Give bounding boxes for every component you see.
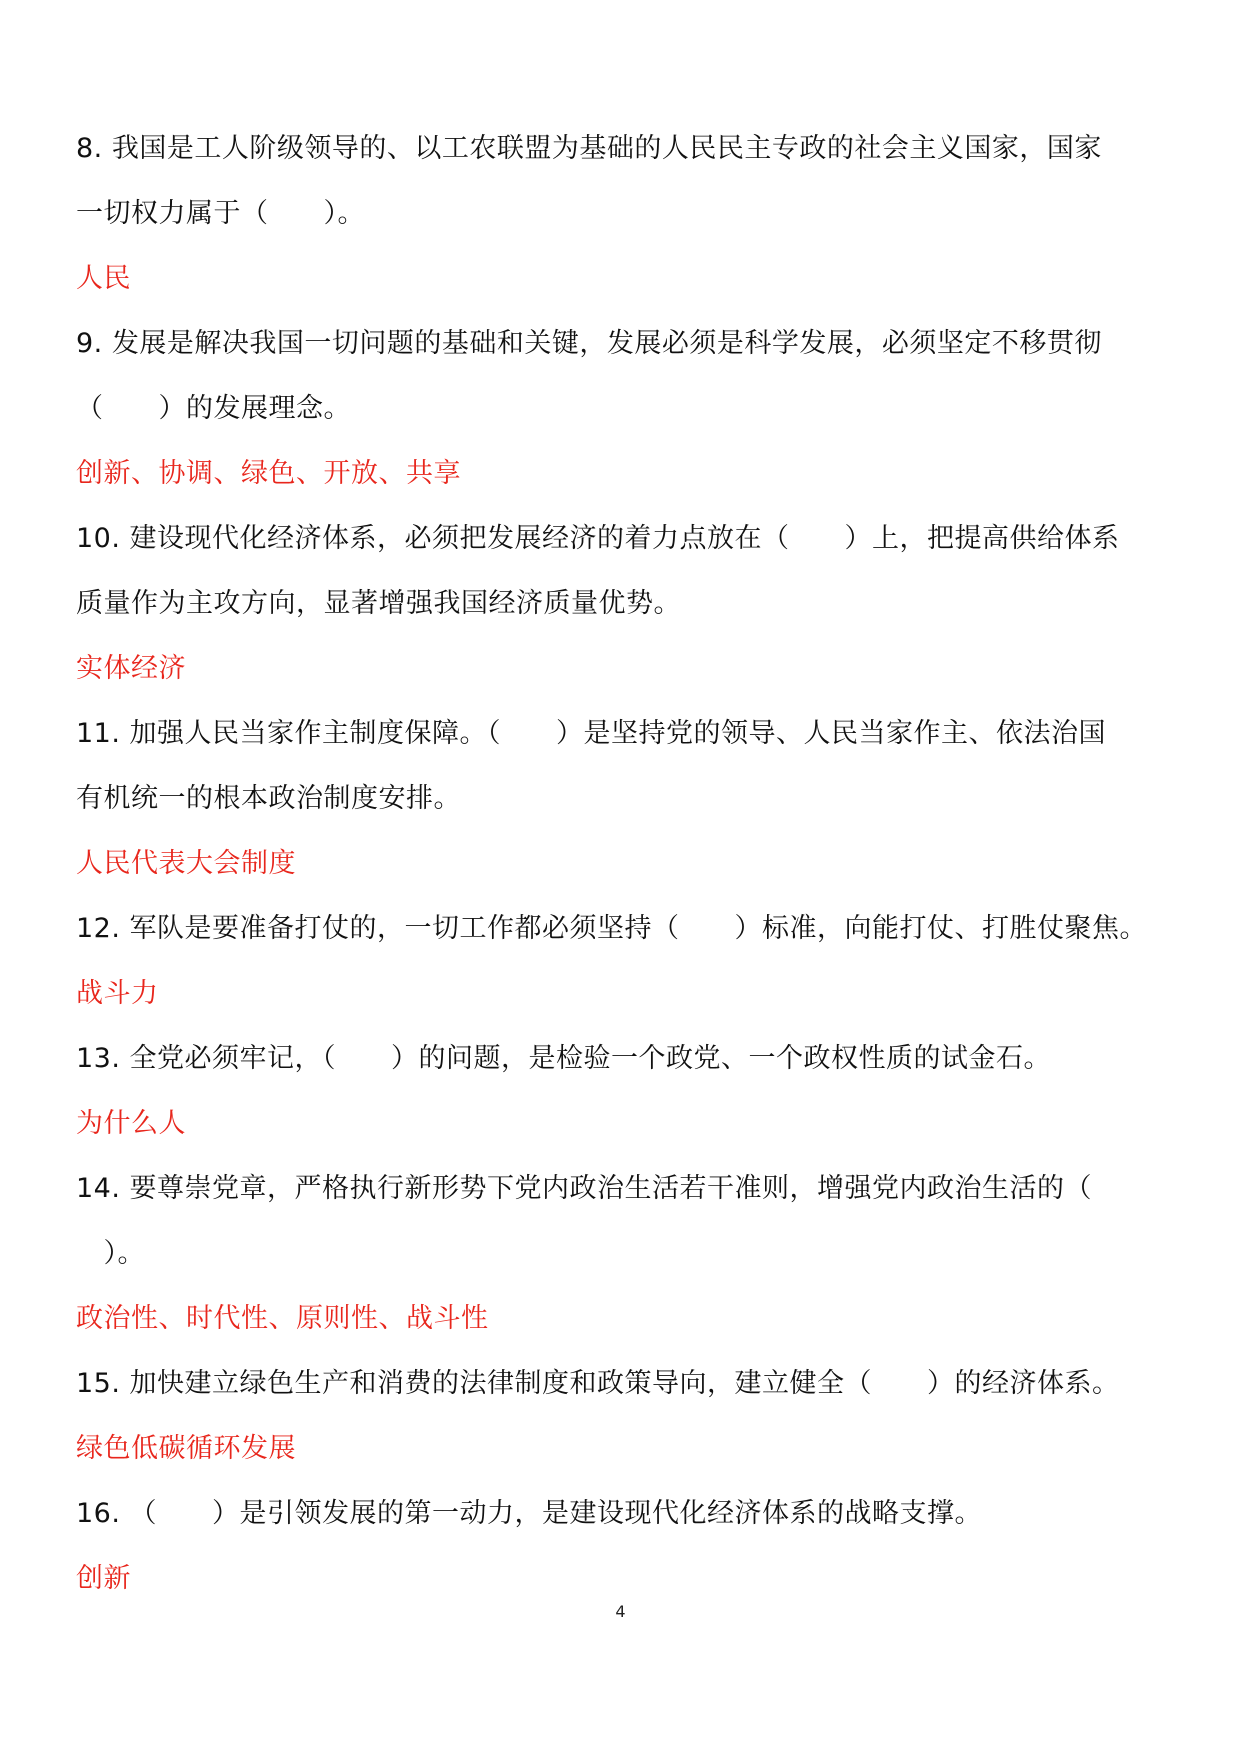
answer-text: 为什么人 [76, 1108, 186, 1139]
answer-text: 人民 [76, 263, 131, 294]
question-text: 13. 全党必须牢记，（ ）的问题，是检验一个政党、一个政权性质的试金石。 [76, 1043, 1052, 1074]
answer-text: 绿色低碳循环发展 [76, 1433, 296, 1464]
question-text: 11. 加强人民当家作主制度保障。（ ）是坚持党的领导、人民当家作主、依法治国 [76, 718, 1107, 749]
question-text: 8. 我国是工人阶级领导的、以工农联盟为基础的人民民主专政的社会主义国家，国家 [76, 133, 1102, 164]
answer-text: 创新 [76, 1563, 131, 1594]
answer-text: 政治性、时代性、原则性、战斗性 [76, 1303, 489, 1334]
question-text: 9. 发展是解决我国一切问题的基础和关键，发展必须是科学发展，必须坚定不移贯彻 [76, 328, 1102, 359]
question-list [76, 116, 1176, 1611]
answer-text: 人民代表大会制度 [76, 848, 296, 879]
answer-text: 创新、协调、绿色、开放、共享 [76, 458, 461, 489]
page-number: 4 [615, 1602, 626, 1621]
question-text: 有机统一的根本政治制度安排。 [76, 783, 461, 814]
question-text: ）。 [76, 1238, 145, 1269]
question-text: 15. 加快建立绿色生产和消费的法律制度和政策导向，建立健全（ ）的经济体系。 [76, 1368, 1120, 1399]
question-text: 一切权力属于（ ）。 [76, 198, 365, 229]
question-text: 10. 建设现代化经济体系，必须把发展经济的着力点放在（ ）上，把提高供给体系 [76, 523, 1120, 554]
question-text: （ ）的发展理念。 [76, 393, 351, 424]
answer-text: 实体经济 [76, 653, 186, 684]
answer-text: 战斗力 [76, 978, 159, 1009]
question-text: 质量作为主攻方向，显著增强我国经济质量优势。 [76, 588, 681, 619]
question-text: 14. 要尊崇党章，严格执行新形势下党内政治生活若干准则，增强党内政治生活的（ [76, 1173, 1093, 1204]
question-text: 16. （ ）是引领发展的第一动力，是建设现代化经济体系的战略支撑。 [76, 1498, 983, 1529]
question-text: 12. 军队是要准备打仗的，一切工作都必须坚持（ ）标准，向能打仗、打胜仗聚焦。 [76, 913, 1148, 944]
